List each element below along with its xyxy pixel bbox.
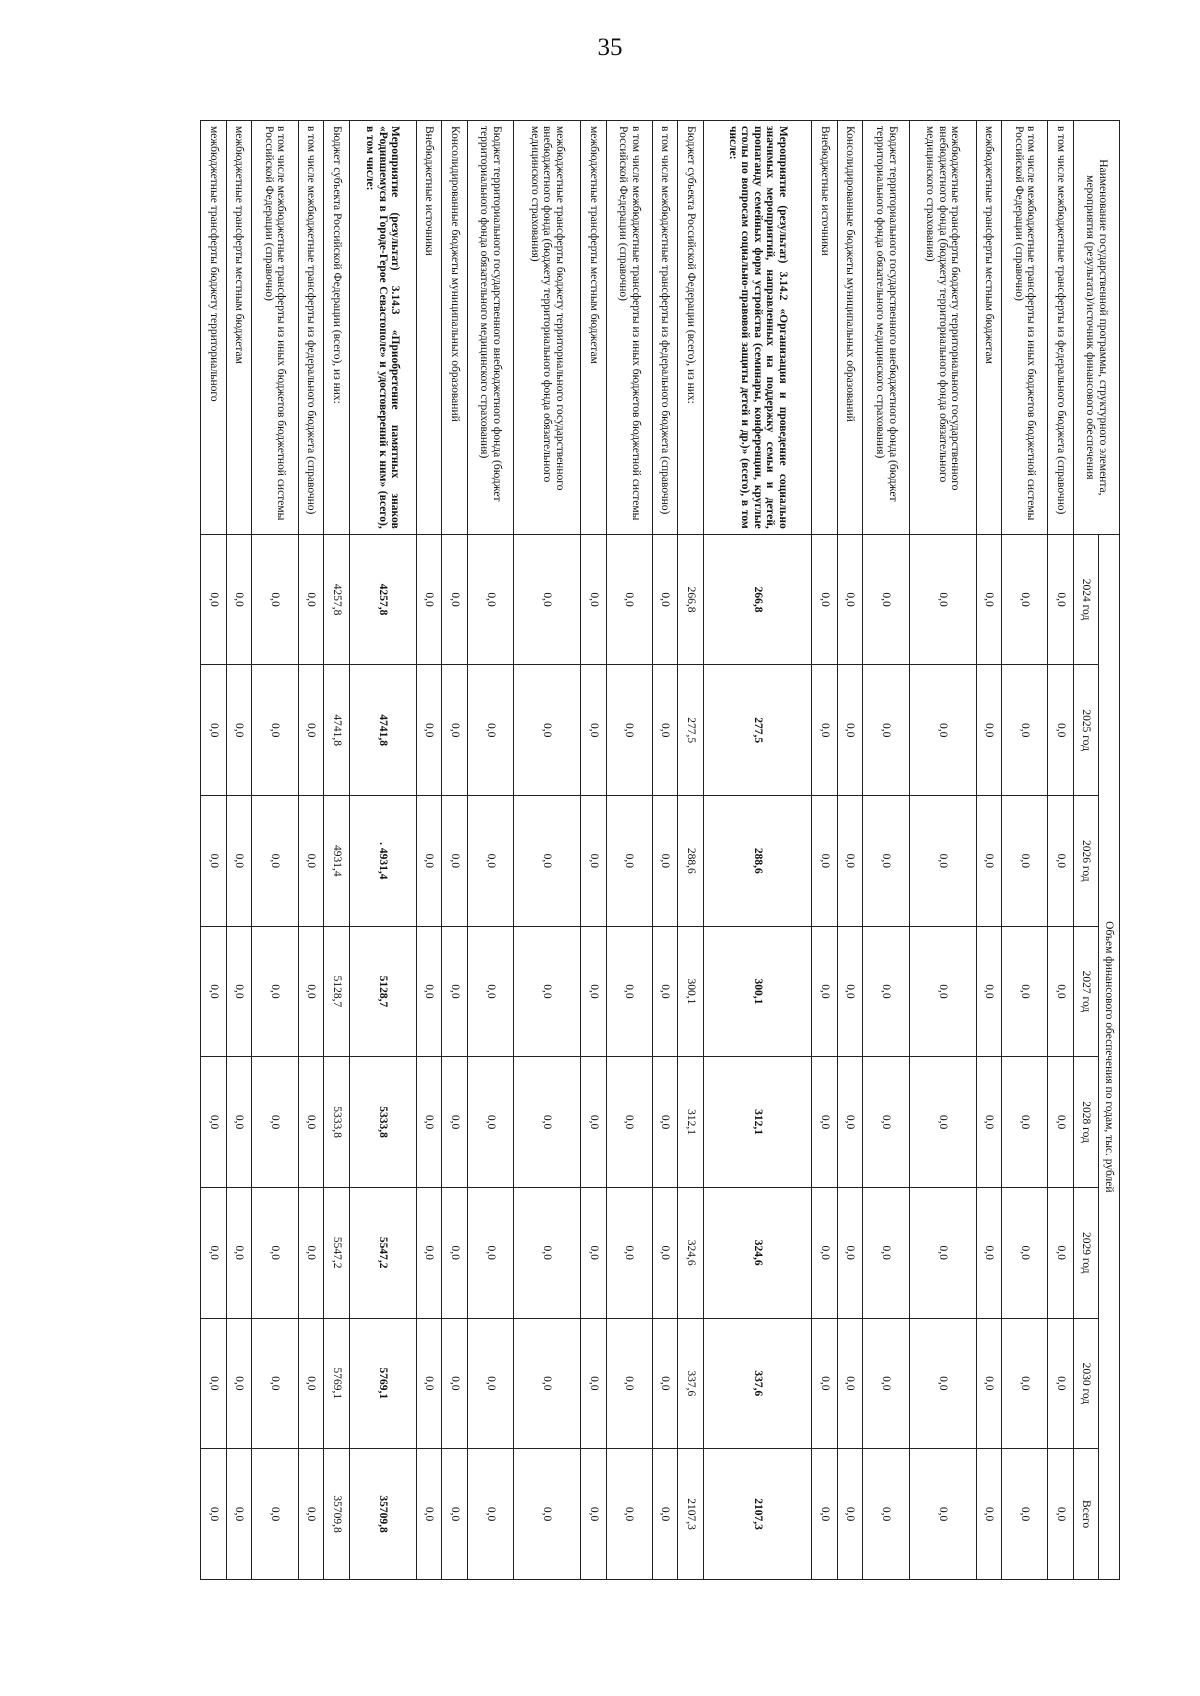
row-year-value: 0,0 [606, 926, 652, 1057]
row-year-value: 0,0 [909, 534, 976, 665]
row-year-value: 0,0 [652, 534, 678, 665]
row-year-value: 0,0 [606, 1187, 652, 1318]
row-year-value: 288,6 [678, 795, 704, 926]
row-year-value: 0,0 [416, 795, 442, 926]
row-year-value: 0,0 [467, 665, 513, 796]
row-year-value: 0,0 [1002, 795, 1048, 926]
row-total-value: 0,0 [252, 1449, 298, 1580]
row-year-value: 312,1 [678, 1057, 704, 1188]
row-year-value: 0,0 [416, 534, 442, 665]
row-total-value: 0,0 [298, 1449, 324, 1580]
row-total-value: 0,0 [652, 1449, 678, 1580]
row-year-value: 0,0 [976, 665, 1002, 796]
row-year-value: 0,0 [442, 795, 468, 926]
row-source-name: Внебюджетные источники [812, 121, 838, 535]
row-year-value: 0,0 [812, 665, 838, 796]
table-row [442, 121, 468, 1580]
row-year-value: 0,0 [252, 1057, 298, 1188]
row-source-name: Консолидированные бюджеты муниципальных образований [837, 121, 863, 535]
row-year-value: 0,0 [201, 795, 227, 926]
row-total-value: 0,0 [1002, 1449, 1048, 1580]
table-row [201, 121, 227, 1580]
row-year-value: 0,0 [514, 1057, 581, 1188]
row-year-value: 0,0 [1048, 665, 1074, 796]
row-year-value: 0,0 [812, 795, 838, 926]
row-year-value: 0,0 [581, 1187, 607, 1318]
row-year-value: 0,0 [1002, 534, 1048, 665]
row-year-value: 337,6 [678, 1318, 704, 1449]
row-year-value: 5769,1 [349, 1318, 416, 1449]
table-row [1048, 121, 1074, 1580]
row-total-value: 0,0 [863, 1449, 909, 1580]
row-year-value: 0,0 [201, 1318, 227, 1449]
row-year-value: 4257,8 [324, 534, 350, 665]
row-source-name: в том числе межбюджетные трансферты из иных бюджетов бюджетной системы Российской Федерации (справочно) [1002, 121, 1048, 535]
row-total-value: 0,0 [606, 1449, 652, 1580]
row-year-value: 0,0 [837, 1057, 863, 1188]
row-total-value: 2107,3 [704, 1449, 812, 1580]
row-year-value: 0,0 [606, 534, 652, 665]
row-year-value: 4741,8 [349, 665, 416, 796]
row-year-value: 0,0 [976, 926, 1002, 1057]
row-total-value: 35709,8 [324, 1449, 350, 1580]
row-year-value: 0,0 [442, 1187, 468, 1318]
row-total-value: 0,0 [226, 1449, 252, 1580]
row-source-name: межбюджетные трансферты бюджету территориального государственного внебюджетного фонда (бюджету территориального фонда обязательного медицинского страхования) [514, 121, 581, 535]
row-year-value: 0,0 [863, 1318, 909, 1449]
row-year-value: 0,0 [812, 926, 838, 1057]
row-total-value: 0,0 [1048, 1449, 1074, 1580]
row-year-value: 0,0 [1002, 1187, 1048, 1318]
table-row [678, 121, 704, 1580]
row-year-value: 0,0 [298, 1187, 324, 1318]
row-year-value: 0,0 [909, 926, 976, 1057]
row-year-value: 0,0 [837, 1318, 863, 1449]
row-year-value: 0,0 [976, 1318, 1002, 1449]
table-row [324, 121, 350, 1580]
row-source-name: Мероприятие (результат) 3.14.3 «Приобретение памятных знаков «Родившемуся в Городе-Герое Севастополе» и удостоверений к ним» (всего), в том числе: [349, 121, 416, 535]
row-year-value: 0,0 [909, 665, 976, 796]
table-row [812, 121, 838, 1580]
row-year-value: 0,0 [581, 795, 607, 926]
row-year-value: 0,0 [514, 795, 581, 926]
row-year-value: 0,0 [298, 1318, 324, 1449]
row-year-value: 0,0 [976, 1187, 1002, 1318]
row-year-value: 0,0 [467, 926, 513, 1057]
row-year-value: 0,0 [812, 534, 838, 665]
row-total-value: 0,0 [467, 1449, 513, 1580]
row-year-value: 0,0 [467, 1057, 513, 1188]
row-source-name: в том числе межбюджетные трансферты из федерального бюджета (справочно) [298, 121, 324, 535]
row-year-value: 0,0 [837, 665, 863, 796]
row-year-value: 0,0 [442, 534, 468, 665]
row-year-value: 0,0 [416, 926, 442, 1057]
row-year-value: 0,0 [298, 1057, 324, 1188]
row-year-value: 5769,1 [324, 1318, 350, 1449]
table-row [514, 121, 581, 1580]
row-year-value: 0,0 [652, 795, 678, 926]
row-source-name: в том числе межбюджетные трансферты из федерального бюджета (справочно) [1048, 121, 1074, 535]
row-year-value: 266,8 [678, 534, 704, 665]
row-year-value: 0,0 [1048, 926, 1074, 1057]
row-source-name: Бюджет субъекта Российской Федерации (всего), из них: [678, 121, 704, 535]
row-year-value: 0,0 [1048, 795, 1074, 926]
row-year-value: 0,0 [298, 665, 324, 796]
row-year-value: 0,0 [606, 1057, 652, 1188]
table-row [298, 121, 324, 1580]
row-source-name: межбюджетные трансферты бюджету территориального [201, 121, 227, 535]
row-total-value: 0,0 [976, 1449, 1002, 1580]
header-year: 2028 год [1074, 1057, 1099, 1188]
header-year: 2026 год [1074, 795, 1099, 926]
row-year-value: 5128,7 [324, 926, 350, 1057]
row-year-value: 0,0 [514, 665, 581, 796]
row-year-value: 5333,8 [349, 1057, 416, 1188]
table-row [252, 121, 298, 1580]
row-year-value: . 4931,4 [349, 795, 416, 926]
row-year-value: 0,0 [837, 795, 863, 926]
row-year-value: 0,0 [226, 1057, 252, 1188]
table-row [976, 121, 1002, 1580]
row-source-name: Внебюджетные источники [416, 121, 442, 535]
row-year-value: 0,0 [416, 665, 442, 796]
row-year-value: 0,0 [581, 926, 607, 1057]
row-year-value: 0,0 [226, 1187, 252, 1318]
row-year-value: 0,0 [1048, 1187, 1074, 1318]
row-year-value: 0,0 [812, 1187, 838, 1318]
row-year-value: 0,0 [976, 1057, 1002, 1188]
row-year-value: 0,0 [909, 795, 976, 926]
table-row [837, 121, 863, 1580]
row-year-value: 337,6 [704, 1318, 812, 1449]
table-row [581, 121, 607, 1580]
rotated-table-wrapper [200, 120, 1120, 1580]
row-year-value: 0,0 [442, 665, 468, 796]
row-year-value: 0,0 [581, 1318, 607, 1449]
row-total-value: 0,0 [416, 1449, 442, 1580]
row-source-name: Мероприятие (результат) 3.14.2 «Организация и проведение социально значимых мероприятий, направленных на поддержку семьи и детей, пропаганду семейных форм устройства (семинары, конференции, круглые столы по вопросам социально-правовой защиты детей и др.)» (всего), в том числе: [704, 121, 812, 535]
row-year-value: 0,0 [1002, 1057, 1048, 1188]
row-year-value: 0,0 [252, 926, 298, 1057]
row-year-value: 266,8 [704, 534, 812, 665]
row-year-value: 0,0 [1048, 534, 1074, 665]
row-year-value: 0,0 [226, 534, 252, 665]
row-total-value: 0,0 [581, 1449, 607, 1580]
row-year-value: 0,0 [652, 665, 678, 796]
row-source-name: межбюджетные трансферты местным бюджетам [581, 121, 607, 535]
row-total-value: 2107,3 [678, 1449, 704, 1580]
row-source-name: Бюджет территориального государственного внебюджетного фонда (бюджет территориального фонда обязательного медицинского страхования) [467, 121, 513, 535]
row-year-value: 0,0 [976, 534, 1002, 665]
row-year-value: 5547,2 [349, 1187, 416, 1318]
row-year-value: 0,0 [252, 1187, 298, 1318]
row-year-value: 288,6 [704, 795, 812, 926]
row-year-value: 0,0 [863, 926, 909, 1057]
row-year-value: 0,0 [909, 1318, 976, 1449]
row-year-value: 0,0 [909, 1057, 976, 1188]
row-year-value: 300,1 [678, 926, 704, 1057]
table-row [416, 121, 442, 1580]
row-year-value: 324,6 [704, 1187, 812, 1318]
row-year-value: 0,0 [416, 1187, 442, 1318]
row-year-value: 0,0 [252, 665, 298, 796]
row-source-name: в том числе межбюджетные трансферты из федерального бюджета (справочно) [652, 121, 678, 535]
row-year-value: 0,0 [298, 534, 324, 665]
row-source-name: межбюджетные трансферты местным бюджетам [226, 121, 252, 535]
row-year-value: 0,0 [606, 795, 652, 926]
financing-table [200, 120, 1120, 1580]
header-year: 2024 год [1074, 534, 1099, 665]
row-year-value: 0,0 [298, 926, 324, 1057]
row-year-value: 0,0 [581, 1057, 607, 1188]
row-source-name: Бюджет субъекта Российской Федерации (всего), из них: [324, 121, 350, 535]
row-total-value: 0,0 [201, 1449, 227, 1580]
row-source-name: Бюджет территориального государственного внебюджетного фонда (бюджет территориального фонда обязательного медицинского страхования) [863, 121, 909, 535]
row-total-value: 0,0 [514, 1449, 581, 1580]
table-header [1074, 121, 1120, 1580]
row-year-value: 5547,2 [324, 1187, 350, 1318]
row-total-value: 35709,8 [349, 1449, 416, 1580]
row-year-value: 0,0 [837, 534, 863, 665]
row-year-value: 0,0 [652, 926, 678, 1057]
row-year-value: 5128,7 [349, 926, 416, 1057]
row-year-value: 0,0 [652, 1057, 678, 1188]
row-year-value: 0,0 [201, 665, 227, 796]
row-year-value: 0,0 [1002, 665, 1048, 796]
row-year-value: 0,0 [581, 534, 607, 665]
header-total: Всего [1074, 1449, 1099, 1580]
row-year-value: 0,0 [252, 534, 298, 665]
header-name-column: Наименование государственной программы, структурного элемента, мероприятия (результата)/источник финансового обеспечения [1074, 121, 1120, 535]
row-year-value: 0,0 [1002, 1318, 1048, 1449]
row-year-value: 300,1 [704, 926, 812, 1057]
row-year-value: 0,0 [252, 795, 298, 926]
table-body [201, 121, 1074, 1580]
header-year: 2025 год [1074, 665, 1099, 796]
row-year-value: 0,0 [812, 1318, 838, 1449]
row-year-value: 0,0 [652, 1318, 678, 1449]
row-year-value: 324,6 [678, 1187, 704, 1318]
header-year: 2027 год [1074, 926, 1099, 1057]
row-year-value: 0,0 [514, 926, 581, 1057]
row-year-value: 0,0 [226, 665, 252, 796]
table-row [606, 121, 652, 1580]
table-row [1002, 121, 1048, 1580]
row-year-value: 0,0 [226, 1318, 252, 1449]
row-year-value: 0,0 [442, 926, 468, 1057]
row-year-value: 0,0 [1048, 1318, 1074, 1449]
table-row [704, 121, 812, 1580]
table-row [467, 121, 513, 1580]
row-year-value: 4257,8 [349, 534, 416, 665]
table-row [226, 121, 252, 1580]
row-year-value: 0,0 [201, 534, 227, 665]
table-row [863, 121, 909, 1580]
row-year-value: 4741,8 [324, 665, 350, 796]
table-row [349, 121, 416, 1580]
row-year-value: 0,0 [812, 1057, 838, 1188]
row-year-value: 0,0 [252, 1318, 298, 1449]
page-number: 35 [597, 34, 623, 61]
row-year-value: 312,1 [704, 1057, 812, 1188]
row-year-value: 0,0 [863, 665, 909, 796]
header-year: 2030 год [1074, 1318, 1099, 1449]
row-year-value: 0,0 [514, 1187, 581, 1318]
row-source-name: Консолидированные бюджеты муниципальных образований [442, 121, 468, 535]
row-year-value: 0,0 [863, 1057, 909, 1188]
header-volume: Объем финансового обеспечения по годам, тыс. рублей [1099, 534, 1120, 1579]
row-year-value: 0,0 [226, 926, 252, 1057]
row-year-value: 0,0 [514, 1318, 581, 1449]
row-year-value: 0,0 [467, 1318, 513, 1449]
row-source-name: в том числе межбюджетные трансферты из иных бюджетов бюджетной системы Российской Федерации (справочно) [252, 121, 298, 535]
row-total-value: 0,0 [909, 1449, 976, 1580]
row-year-value: 0,0 [652, 1187, 678, 1318]
row-year-value: 277,5 [678, 665, 704, 796]
row-year-value: 0,0 [606, 1318, 652, 1449]
row-total-value: 0,0 [442, 1449, 468, 1580]
row-year-value: 0,0 [298, 795, 324, 926]
row-year-value: 4931,4 [324, 795, 350, 926]
row-year-value: 0,0 [976, 795, 1002, 926]
row-year-value: 0,0 [201, 1057, 227, 1188]
row-year-value: 0,0 [226, 795, 252, 926]
row-year-value: 0,0 [442, 1318, 468, 1449]
row-year-value: 0,0 [909, 1187, 976, 1318]
row-year-value: 0,0 [514, 534, 581, 665]
row-year-value: 0,0 [442, 1057, 468, 1188]
row-year-value: 5333,8 [324, 1057, 350, 1188]
row-source-name: межбюджетные трансферты бюджету территориального государственного внебюджетного фонда (бюджету территориального фонда обязательного медицинского страхования) [909, 121, 976, 535]
row-year-value: 0,0 [467, 534, 513, 665]
row-year-value: 0,0 [201, 1187, 227, 1318]
row-year-value: 0,0 [467, 795, 513, 926]
row-year-value: 0,0 [837, 1187, 863, 1318]
row-year-value: 0,0 [863, 1187, 909, 1318]
row-year-value: 0,0 [606, 665, 652, 796]
row-year-value: 0,0 [837, 926, 863, 1057]
row-year-value: 277,5 [704, 665, 812, 796]
table-row [909, 121, 976, 1580]
row-year-value: 0,0 [201, 926, 227, 1057]
row-source-name: в том числе межбюджетные трансферты из иных бюджетов бюджетной системы Российской Федерации (справочно) [606, 121, 652, 535]
row-total-value: 0,0 [812, 1449, 838, 1580]
row-year-value: 0,0 [416, 1057, 442, 1188]
row-source-name: межбюджетные трансферты местным бюджетам [976, 121, 1002, 535]
row-year-value: 0,0 [1002, 926, 1048, 1057]
row-year-value: 0,0 [1048, 1057, 1074, 1188]
table-row [652, 121, 678, 1580]
row-year-value: 0,0 [863, 534, 909, 665]
header-year: 2029 год [1074, 1187, 1099, 1318]
row-year-value: 0,0 [467, 1187, 513, 1318]
row-year-value: 0,0 [416, 1318, 442, 1449]
row-year-value: 0,0 [863, 795, 909, 926]
row-total-value: 0,0 [837, 1449, 863, 1580]
row-year-value: 0,0 [581, 665, 607, 796]
